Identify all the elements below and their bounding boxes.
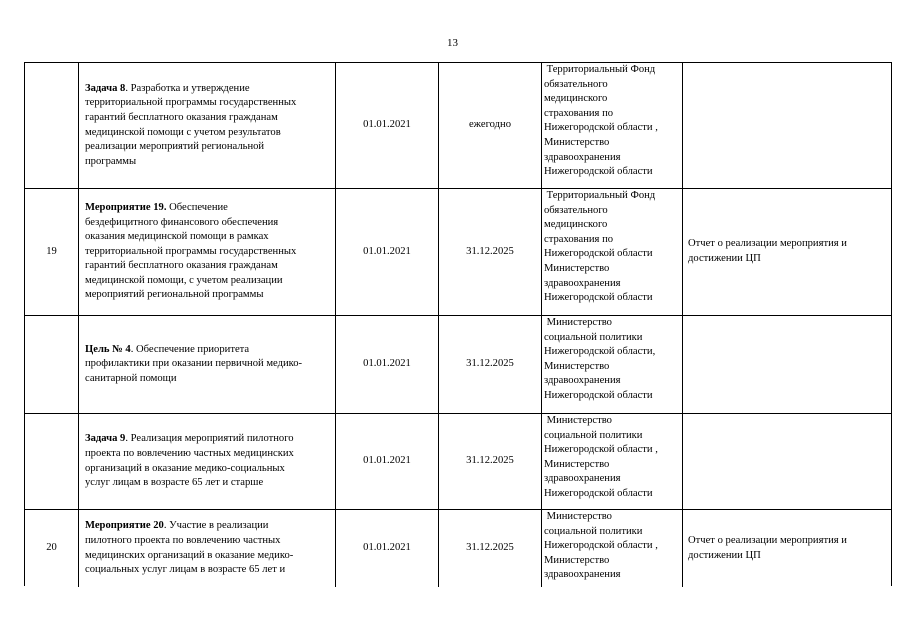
- result-cell: [683, 63, 891, 188]
- end-date-cell: 31.12.2025: [439, 414, 542, 509]
- item-title: Цель № 4: [85, 343, 131, 355]
- description-cell: Цель № 4. Обеспечение приоритета профилактики при оказании первичной медико- санитарной помощи: [79, 316, 336, 413]
- description-cell: Мероприятие 20. Участие в реализации пилотного проекта по вовлечению частных медицинских организаций в оказание медико- социальных услуг лицам в возрасте 65 лет и: [79, 510, 336, 587]
- table-row: [25, 63, 891, 189]
- description-cell: Задача 8. Разработка и утверждение территориальной программы государственных гарантий бесплатного оказания гражданам медицинской помощи с учетом результатов реализации мероприятий региональной программы: [79, 63, 336, 188]
- start-date-cell: 01.01.2021: [336, 63, 439, 188]
- description-cell: Мероприятие 19. Обеспечение бездефицитного финансового обеспечения оказания медицинской помощи в рамках территориальной программы государственных гарантий бесплатного оказания гражданам медицинской помощи, с учетом реализации мероприятий региональной программы: [79, 189, 336, 315]
- result-cell: Отчет о реализации мероприятия и достижении ЦП: [688, 238, 847, 264]
- result-cell: Отчет о реализации мероприятия и достижении ЦП: [688, 534, 847, 561]
- end-date-cell: ежегодно: [439, 63, 542, 188]
- end-date-cell: 31.12.2025: [439, 189, 542, 315]
- item-title: Мероприятие 20: [85, 520, 164, 532]
- end-date-cell: 31.12.2025: [439, 510, 542, 587]
- responsible-cell: Министерство социальной политики Нижегородской области, Министерство здравоохранения Нижегородской области: [542, 316, 683, 413]
- result-cell: [683, 414, 891, 509]
- responsible-cell: Территориальный Фонд обязательного медицинского страхования по Нижегородской области , Министерство здравоохранения Нижегородской области: [542, 63, 683, 188]
- row-number-cell: [25, 316, 79, 413]
- start-date-cell: 01.01.2021: [336, 316, 439, 413]
- row-number-cell: [25, 414, 79, 509]
- row-number-cell: 19: [25, 189, 79, 315]
- row-number-cell: [25, 63, 79, 188]
- responsible-cell: Министерство социальной политики Нижегородской области , Министерство здравоохранения Нижегородской области: [542, 414, 683, 509]
- end-date-cell: 31.12.2025: [439, 316, 542, 413]
- result-cell: [683, 316, 891, 413]
- page-number: 13: [447, 37, 458, 49]
- table-row: [25, 316, 891, 414]
- responsible-cell: Министерство социальной политики Нижегородской области , Министерство здравоохранения: [542, 510, 683, 587]
- table-row: [25, 414, 891, 510]
- start-date-cell: 01.01.2021: [336, 510, 439, 587]
- item-title: Задача 9: [85, 433, 126, 445]
- table-row: [25, 510, 891, 587]
- item-title: Задача 8: [85, 82, 126, 94]
- description-cell: Задача 9. Реализация мероприятий пилотного проекта по вовлечению частных медицинских организаций в оказание медико-социальных услуг лицам в возрасте 65 лет и старше: [79, 414, 336, 509]
- responsible-cell: Территориальный Фонд обязательного медицинского страхования по Нижегородской области Министерство здравоохранения Нижегородской области: [542, 189, 683, 315]
- table-row: [25, 189, 891, 316]
- row-number-cell: 20: [25, 510, 79, 587]
- start-date-cell: 01.01.2021: [336, 189, 439, 315]
- start-date-cell: 01.01.2021: [336, 414, 439, 509]
- item-title: Мероприятие 19.: [85, 201, 167, 213]
- measures-table: [24, 62, 892, 586]
